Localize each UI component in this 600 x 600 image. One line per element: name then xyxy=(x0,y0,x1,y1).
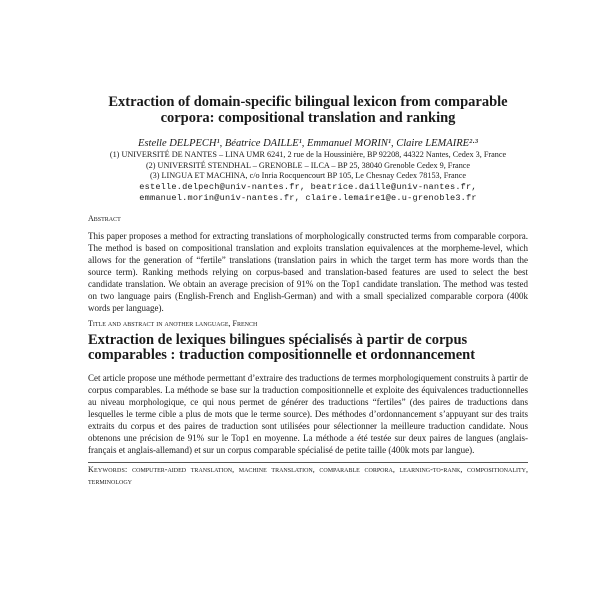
alt-language-label: Title and abstract in another language, French xyxy=(88,318,258,328)
affiliation-2: (2) UNIVERSITÉ STENDHAL – GRENOBLE – ILCA – BP 25, 38040 Grenoble Cedex 9, France xyxy=(145,160,471,170)
affiliation-3: (3) LINGUA ET MACHINA, c/o Inria Rocquencourt BP 105, Le Chesnay Cedex 78153, France xyxy=(149,171,467,180)
abstract-text: This paper proposes a method for extracting translations of morphologically constructed terms from comparable corpora. The method is based on compositional translation and exploits translation equivalences at the morpheme-level, which allows for the generation of “fertile” translations (translation pairs in which the target term has more words than the source term). Ranking methods relying on corpus-based and translation-based features are used to select the best candidate translation. We obtain an average precision of 91% on the Top1 candidate translation. The method was tested on two language pairs (English-French and English-German) and with a small specialized comparable corpora (400k words per language). xyxy=(88,230,528,313)
french-abstract-text: Cet article propose une méthode permettant d’extraire des traductions de termes morphologiquement construits à partir de corpus comparables. La méthode se base sur la traduction compositionnelle et exploite des équivalences traductionnelles au niveau morphologique, ce qui nous permet de générer des traductions “fertiles” (des paires de traductions dans lesquelles le terme cible a plus de mots que le terme source). Des méthodes d’ordonnancement s’appuyant sur des traits extraits du corpus et des paires de traduction sont utilisées pour sélectionner la meilleure traduction candidate. Nous obtenons une précision de 91% sur le Top1 en moyenne. La méthode a été testée sur deux paires de langues (anglais-français et anglais-allemand) et sur un corpus comparable spécialisé de petite taille (400k mots par langue). xyxy=(88,372,528,455)
author-list: Estelle DELPECH¹, Béatrice DAILLE¹, Emmanuel MORIN¹, Claire LEMAIRE²·³ xyxy=(138,138,478,149)
paper-page xyxy=(88,94,528,488)
affiliation-1: (1) UNIVERSITÉ DE NANTES – LINA UMR 6241, 2 rue de la Houssinière, BP 92208, 44322 Nantes, Cedex 3, France xyxy=(109,150,507,159)
keywords-text: computer-aided translation, machine translation, comparable corpora, learning-to-rank, compositionality, terminology xyxy=(88,464,529,486)
email-line-1: estelle.delpech@univ-nantes.fr, beatrice.daille@univ-nantes.fr, xyxy=(139,181,477,192)
french-title: Extraction de lexiques bilingues spécialisés à partir de corpus comparables : traduction compositionnelle et ordonnancement xyxy=(88,331,476,363)
abstract-label: Abstract xyxy=(88,213,121,223)
keywords-block xyxy=(88,462,528,488)
paper-title: Extraction of domain-specific bilingual lexicon from comparable corpora: compositional translation and ranking xyxy=(108,94,508,126)
email-line-2: emmanuel.morin@univ-nantes.fr, claire.lemaire1@e.u-grenoble3.fr xyxy=(139,193,477,203)
keywords-label: Keywords: xyxy=(88,464,128,474)
